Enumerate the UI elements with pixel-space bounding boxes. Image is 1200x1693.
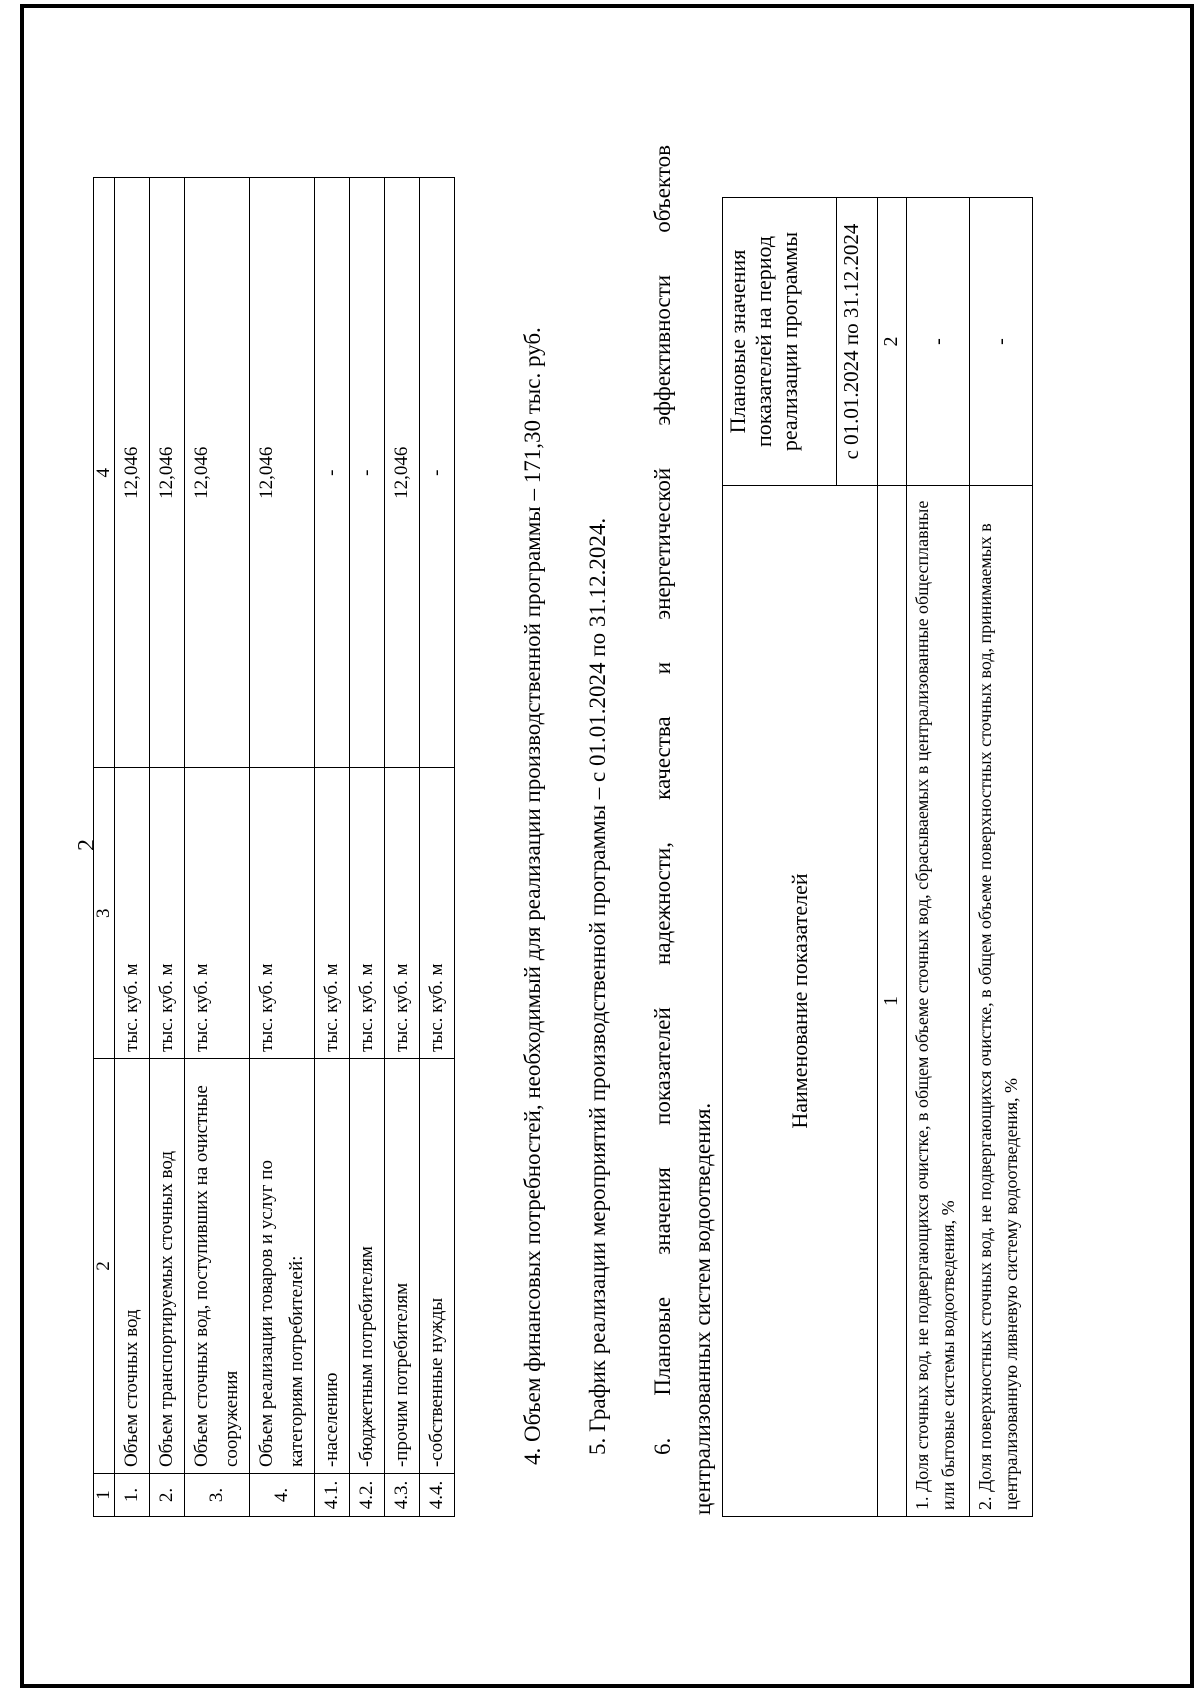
table-row — [315, 178, 350, 1517]
col-number: 2 — [878, 198, 907, 486]
row-name: Объем сточных вод — [115, 1058, 150, 1473]
row-value: 12,046 — [185, 178, 250, 769]
indicators-paragraph-line2: централизованных систем водоотведения. — [690, 1102, 715, 1515]
row-value: 12,046 — [150, 178, 185, 769]
table-row — [420, 178, 455, 1517]
volume-table — [93, 177, 455, 1517]
col-header: 3 — [94, 768, 115, 1058]
col-header: 4 — [94, 178, 115, 769]
table-row — [385, 178, 420, 1517]
row-number: 4.3. — [385, 1474, 420, 1517]
row-name: Объем транспортируемых сточных вод — [150, 1058, 185, 1473]
row-unit: тыс. куб. м — [185, 768, 250, 1058]
row-name: -прочим потребителям — [385, 1058, 420, 1473]
indicators-paragraph-line1 — [650, 145, 676, 1455]
row-value: 12,046 — [115, 178, 150, 769]
row-number: 4.4. — [420, 1474, 455, 1517]
financial-needs-paragraph: 4. Объем финансовых потребностей, необходимый для реализации производственной программы – 171,30 тыс. руб. — [520, 327, 545, 1465]
word: эффективности — [650, 274, 675, 426]
schedule-paragraph: 5. График реализации мероприятий производственной программы – с 01.01.2024 по 31.12.2024. — [585, 517, 610, 1455]
row-value: - — [420, 178, 455, 769]
row-value: - — [350, 178, 385, 769]
row-name: Объем сточных вод, поступивших на очистные сооружения — [185, 1058, 250, 1473]
row-unit: тыс. куб. м — [150, 768, 185, 1058]
row-number: 4.2. — [350, 1474, 385, 1517]
page-number: 2 — [74, 839, 100, 851]
table-header-row — [94, 178, 115, 1517]
row-value: - — [315, 178, 350, 769]
indicators-table — [722, 197, 1033, 1517]
row-value: 12,046 — [385, 178, 420, 769]
table-row — [150, 178, 185, 1517]
table-row — [250, 178, 315, 1517]
row-number: 2. — [150, 1474, 185, 1517]
column-number-row — [878, 198, 907, 1517]
row-value: 12,046 — [250, 178, 315, 769]
word: 6. — [650, 1437, 675, 1455]
row-number: 1. — [115, 1474, 150, 1517]
table-row — [115, 178, 150, 1517]
row-unit: тыс. куб. м — [385, 768, 420, 1058]
row-name: -бюджетным потребителям — [350, 1058, 385, 1473]
table-row — [350, 178, 385, 1517]
period-header: с 01.01.2024 по 31.12.2024 — [836, 198, 877, 486]
indicator-name-header: Наименование показателей — [723, 486, 878, 1517]
indicator-value: - — [970, 198, 1033, 486]
row-unit: тыс. куб. м — [315, 768, 350, 1058]
indicator-name: 2. Доля поверхностных сточных вод, не подвергающихся очистке, в общем объеме поверхностных сточных вод, принимаемых в централизованную ливневую систему водоотведения, % — [970, 486, 1033, 1517]
col-header: 2 — [94, 1058, 115, 1473]
table-header-row — [723, 198, 837, 1517]
row-number: 3. — [185, 1474, 250, 1517]
col-header: 1 — [94, 1474, 115, 1517]
row-name: -населению — [315, 1058, 350, 1473]
word: и — [650, 661, 675, 675]
row-number: 4.1. — [315, 1474, 350, 1517]
plan-values-header: Плановые значения показателей на период реализации программы — [723, 198, 837, 486]
row-name: -собственные нужды — [420, 1058, 455, 1473]
word: энергетической — [650, 467, 675, 620]
col-number: 1 — [878, 486, 907, 1517]
row-unit: тыс. куб. м — [115, 768, 150, 1058]
row-unit: тыс. куб. м — [350, 768, 385, 1058]
table-row — [970, 198, 1033, 1517]
row-unit: тыс. куб. м — [420, 768, 455, 1058]
row-name: Объем реализации товаров и услуг по категориям потребителей: — [250, 1058, 315, 1473]
word: Плановые — [650, 1296, 675, 1396]
word: показателей — [650, 1007, 675, 1125]
indicator-value: - — [907, 198, 970, 486]
indicator-name: 1. Доля сточных вод, не подвергающихся очистке, в общем объеме сточных вод, сбрасываемых в централизованные общесплавные или бытовые системы водоотведения, % — [907, 486, 970, 1517]
row-number: 4. — [250, 1474, 315, 1517]
word: значения — [650, 1167, 675, 1255]
table-row — [185, 178, 250, 1517]
word: объектов — [650, 145, 675, 233]
word: надежности, — [650, 842, 675, 966]
row-unit: тыс. куб. м — [250, 768, 315, 1058]
word: качества — [650, 716, 675, 800]
table-row — [907, 198, 970, 1517]
